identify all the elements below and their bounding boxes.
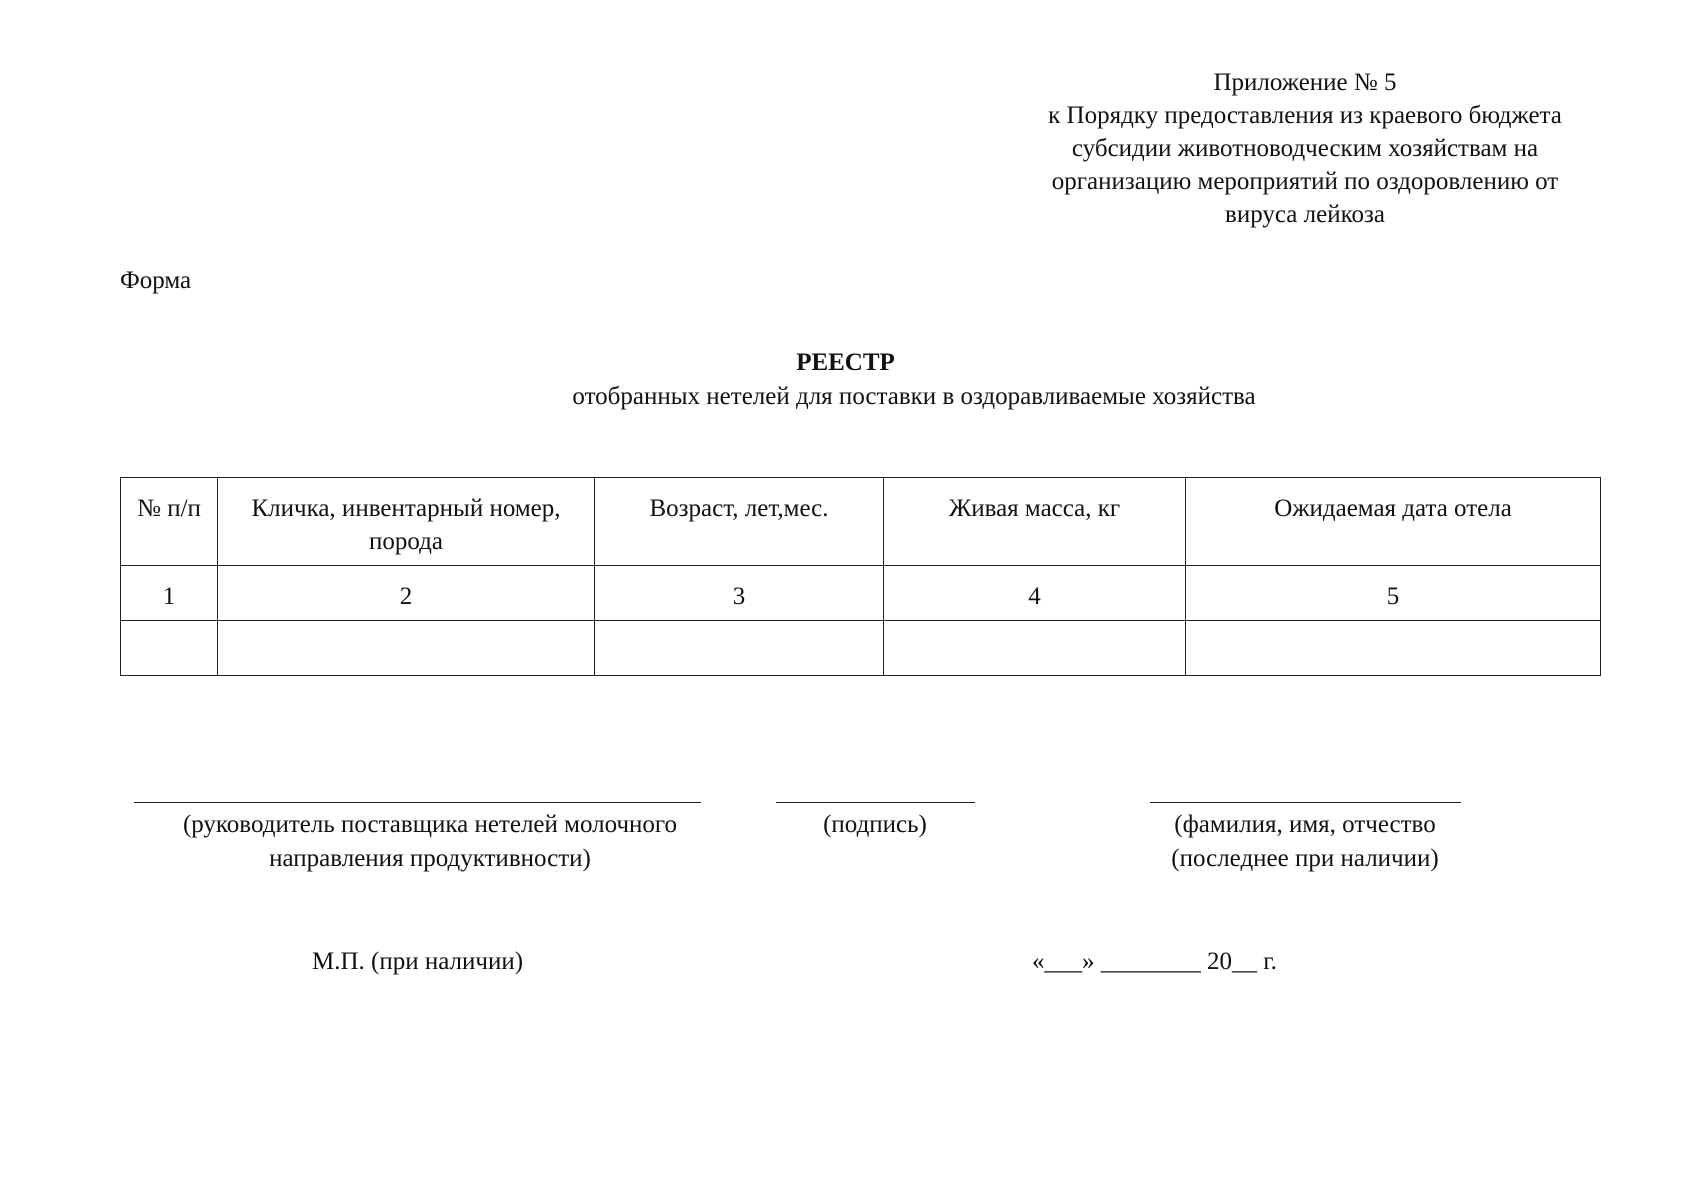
head-signature-line bbox=[134, 802, 701, 803]
full-name-caption-line-1: (фамилия, имя, отчество bbox=[1174, 811, 1436, 838]
signature-caption: (подпись) bbox=[823, 811, 927, 838]
appendix-line-3: субсидии животноводческим хозяйствам на bbox=[1071, 135, 1539, 162]
table-row bbox=[121, 621, 1601, 676]
table-cell bbox=[218, 621, 595, 676]
head-caption-line-2: направления продуктивности) bbox=[269, 845, 591, 872]
column-number-5: 5 bbox=[1186, 566, 1601, 621]
seal-placeholder: М.П. (при наличии) bbox=[312, 948, 524, 975]
column-number-4: 4 bbox=[884, 566, 1186, 621]
header-name-id-breed: Кличка, инвентарный номер, порода bbox=[218, 478, 595, 566]
full-name-caption-line-2: (последнее при наличии) bbox=[1171, 845, 1439, 872]
form-label: Форма bbox=[120, 267, 192, 294]
document-subtitle: отобранных нетелей для поставки в оздоравливаемые хозяйства bbox=[572, 383, 1256, 410]
table-cell bbox=[1186, 621, 1601, 676]
appendix-line-4: организацию мероприятий по оздоровлению от bbox=[1051, 168, 1559, 195]
signature-line bbox=[776, 802, 975, 803]
registry-table bbox=[120, 477, 1601, 676]
header-live-weight: Живая масса, кг bbox=[884, 478, 1186, 566]
full-name-line bbox=[1150, 802, 1461, 803]
head-caption-line-1: (руководитель поставщика нетелей молочного bbox=[182, 811, 678, 838]
column-number-2: 2 bbox=[218, 566, 595, 621]
table-cell bbox=[595, 621, 884, 676]
table-cell bbox=[884, 621, 1186, 676]
header-expected-calving-date: Ожидаемая дата отела bbox=[1186, 478, 1601, 566]
table-column-numbers-row bbox=[121, 566, 1601, 621]
appendix-header bbox=[1000, 66, 1610, 231]
table-header-row bbox=[121, 478, 1601, 566]
date-placeholder: «___» ________ 20__ г. bbox=[1032, 948, 1277, 975]
column-number-1: 1 bbox=[121, 566, 218, 621]
column-number-3: 3 bbox=[595, 566, 884, 621]
head-caption bbox=[120, 808, 740, 876]
appendix-line-5: вируса лейкоза bbox=[1225, 201, 1385, 228]
appendix-line-1: Приложение № 5 bbox=[1213, 69, 1397, 96]
document-title: РЕЕСТР bbox=[796, 349, 895, 376]
header-age: Возраст, лет,мес. bbox=[595, 478, 884, 566]
header-number: № п/п bbox=[121, 478, 218, 566]
appendix-line-2: к Порядку предоставления из краевого бюджета bbox=[1048, 102, 1562, 129]
table-cell bbox=[121, 621, 218, 676]
full-name-caption bbox=[1140, 808, 1470, 876]
